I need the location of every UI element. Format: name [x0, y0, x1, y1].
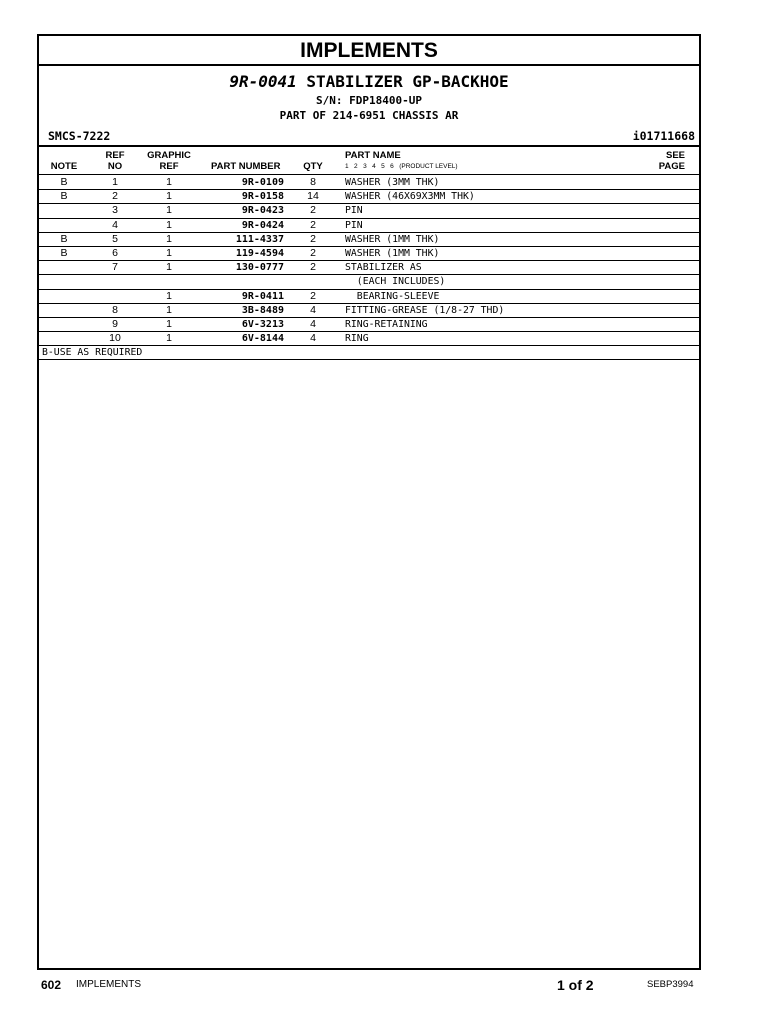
table-row: [39, 219, 699, 233]
table-row: [39, 190, 699, 204]
table-row: [39, 332, 699, 346]
row-part-number: 130-0777: [235, 262, 284, 274]
col-part-name: PART NAME: [345, 150, 401, 161]
table-row: [39, 318, 699, 332]
table-row: [39, 233, 699, 247]
col-ref-line2: NO: [107, 161, 123, 172]
parts-list: [39, 176, 699, 360]
row-ref: 5: [112, 232, 118, 245]
row-ref: 6: [112, 246, 118, 259]
footer-section: IMPLEMENTS: [76, 979, 142, 990]
row-graphic: 1: [166, 303, 172, 316]
group-number: 9R-0041: [229, 72, 297, 91]
col-graphic-line1: GRAPHIC: [147, 150, 191, 161]
row-qty: 4: [310, 317, 316, 330]
group-name: STABILIZER GP-BACKHOE: [306, 72, 509, 91]
col-see-line1: SEE: [665, 150, 685, 161]
row-part-number: 9R-0109: [241, 177, 284, 188]
row-ref: 3: [112, 204, 118, 217]
col-qty: QTY: [303, 161, 323, 172]
row-ref: 1: [112, 176, 118, 188]
row-part-number: 9R-0158: [241, 191, 284, 203]
row-part-number: 9R-0423: [241, 205, 284, 217]
row-part-name: BEARING-SLEEVE: [345, 290, 440, 302]
row-qty: 4: [310, 332, 316, 345]
row-note: B: [60, 246, 68, 259]
row-graphic: 1: [166, 246, 172, 259]
row-part-name: RING: [345, 333, 369, 345]
row-qty: 2: [310, 204, 316, 217]
part-of: PART OF 214-6951 CHASSIS AR: [279, 109, 459, 122]
header-top-rule: [39, 145, 699, 147]
row-part-name: WASHER (46X69X3MM THK): [345, 191, 475, 203]
col-ref-line1: REF: [105, 150, 125, 161]
section-title: IMPLEMENTS: [39, 36, 699, 66]
row-note: B: [60, 176, 68, 188]
row-part-name: (EACH INCLUDES): [345, 276, 446, 288]
table-row: [39, 261, 699, 275]
row-part-number: 6V-3213: [241, 318, 284, 330]
row-graphic: 1: [166, 232, 172, 245]
row-graphic: 1: [166, 261, 172, 274]
footnote: B-USE AS REQUIRED: [42, 347, 143, 359]
row-part-name: WASHER (1MM THK): [345, 247, 440, 259]
row-ref: 8: [112, 303, 118, 316]
col-see-line2: PAGE: [658, 161, 685, 172]
row-qty: 2: [310, 218, 316, 231]
table-row: [39, 204, 699, 218]
row-ref: 4: [112, 218, 118, 231]
publication-number: SEBP3994: [647, 979, 694, 990]
col-part-number: PART NUMBER: [211, 161, 281, 172]
row-part-name: FITTING-GREASE (1/8-27 THD): [345, 304, 505, 316]
table-row: [39, 247, 699, 261]
page-of: 1 of 2: [557, 977, 594, 993]
row-qty: 2: [310, 289, 316, 302]
header-bottom-rule: [39, 174, 699, 175]
row-graphic: 1: [166, 218, 172, 231]
row-qty: 4: [310, 303, 316, 316]
page-number: 602: [41, 978, 62, 992]
row-part-number: 9R-0424: [241, 219, 284, 231]
smcs-code: SMCS-7222: [48, 129, 111, 143]
row-part-name: STABILIZER AS: [345, 262, 422, 274]
row-ref: 9: [112, 317, 118, 330]
table-row: [39, 176, 699, 190]
row-part-number: 9R-0411: [241, 290, 284, 302]
row-ref: 10: [109, 332, 121, 345]
row-part-number: 3B-8489: [241, 304, 284, 316]
row-graphic: 1: [166, 317, 172, 330]
parts-page-frame: [37, 34, 701, 970]
row-part-number: 6V-8144: [241, 333, 284, 345]
row-graphic: 1: [166, 176, 172, 188]
row-graphic: 1: [166, 190, 172, 203]
group-title: [39, 72, 699, 92]
table-row: [39, 290, 699, 304]
row-graphic: 1: [166, 204, 172, 217]
col-graphic-line2: REF: [159, 161, 179, 172]
row-part-name: WASHER (3MM THK): [345, 177, 440, 188]
row-ref: 2: [112, 190, 118, 203]
table-row: [39, 275, 699, 289]
row-part-number: 111-4337: [235, 233, 284, 245]
col-note: NOTE: [50, 161, 78, 172]
table-row: [39, 304, 699, 318]
col-product-levels: 1 2 3 4 5 6 (PRODUCT LEVEL): [345, 163, 458, 170]
row-qty: 14: [307, 190, 319, 203]
row-note: B: [60, 232, 68, 245]
row-part-name: PIN: [345, 205, 363, 217]
row-qty: 2: [310, 246, 316, 259]
row-qty: 2: [310, 261, 316, 274]
footnote-row: [39, 346, 699, 360]
row-note: B: [60, 190, 68, 203]
row-qty: 2: [310, 232, 316, 245]
row-part-name: WASHER (1MM THK): [345, 233, 440, 245]
illustration-id: i01711668: [632, 129, 695, 143]
row-qty: 8: [310, 176, 316, 188]
row-part-name: RING-RETAINING: [345, 318, 428, 330]
row-part-name: PIN: [345, 219, 363, 231]
row-graphic: 1: [166, 332, 172, 345]
row-ref: 7: [112, 261, 118, 274]
row-graphic: 1: [166, 289, 172, 302]
serial-number: S/N: FDP18400-UP: [316, 94, 422, 107]
row-part-number: 119-4594: [235, 247, 284, 259]
